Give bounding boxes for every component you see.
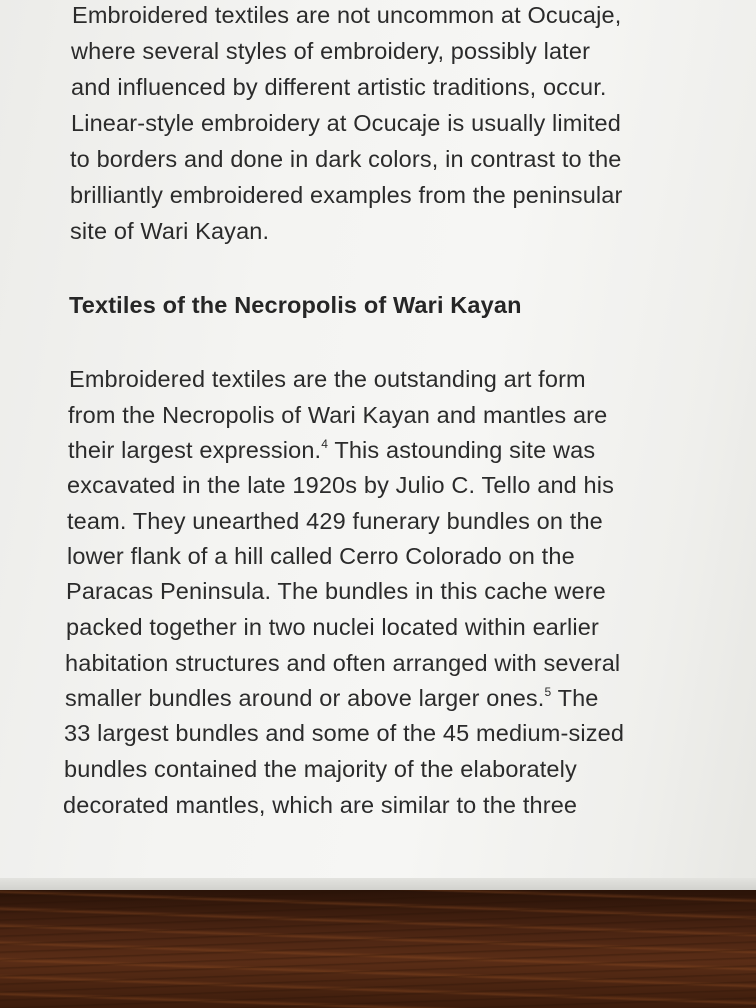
paragraph-line: where several styles of embroidery, possibly later (71, 38, 591, 64)
paragraph-text: smaller bundles around or above larger ones. (65, 685, 545, 711)
paragraph-line: Paracas Peninsula. The bundles in this cache were (66, 578, 606, 604)
paragraph-line: team. They unearthed 429 funerary bundles on the (67, 508, 603, 534)
paragraph-line (68, 437, 595, 464)
paragraph-text: This astounding site was (328, 437, 596, 463)
paragraph-text: their largest expression. (68, 437, 322, 463)
paragraph-line: excavated in the late 1920s by Julio C. Tello and his (67, 472, 615, 498)
footnote-marker: 5 (544, 685, 552, 699)
paragraph-line: decorated mantles, which are similar to the three (63, 792, 578, 818)
paragraph-line: brilliantly embroidered examples from the peninsular (70, 182, 623, 208)
paragraph-text: The (551, 685, 599, 711)
section-heading: Textiles of the Necropolis of Wari Kayan (69, 292, 522, 318)
paragraph-line: 33 largest bundles and some of the 45 medium-sized (64, 720, 625, 746)
paragraph-line: packed together in two nuclei located within earlier (66, 614, 599, 640)
paragraph-line: and influenced by different artistic traditions, occur. (71, 74, 607, 100)
footnote-marker: 4 (321, 437, 329, 451)
wooden-table-surface (0, 890, 756, 1008)
paragraph-line: to borders and done in dark colors, in contrast to the (70, 146, 622, 172)
paragraph-line: site of Wari Kayan. (70, 218, 270, 244)
paragraph-line: habitation structures and often arranged with several (65, 650, 621, 676)
paragraph-line: from the Necropolis of Wari Kayan and mantles are (68, 402, 608, 428)
paragraph-line (65, 685, 599, 712)
paragraph-line: lower flank of a hill called Cerro Colorado on the (67, 543, 575, 569)
paragraph-line: Linear-style embroidery at Ocucaje is usually limited (71, 110, 621, 136)
paragraph-line: Embroidered textiles are the outstanding art form (69, 366, 586, 392)
paragraph-line: Embroidered textiles are not uncommon at Ocucaje, (72, 2, 622, 28)
paragraph-line: bundles contained the majority of the elaborately (64, 756, 577, 782)
